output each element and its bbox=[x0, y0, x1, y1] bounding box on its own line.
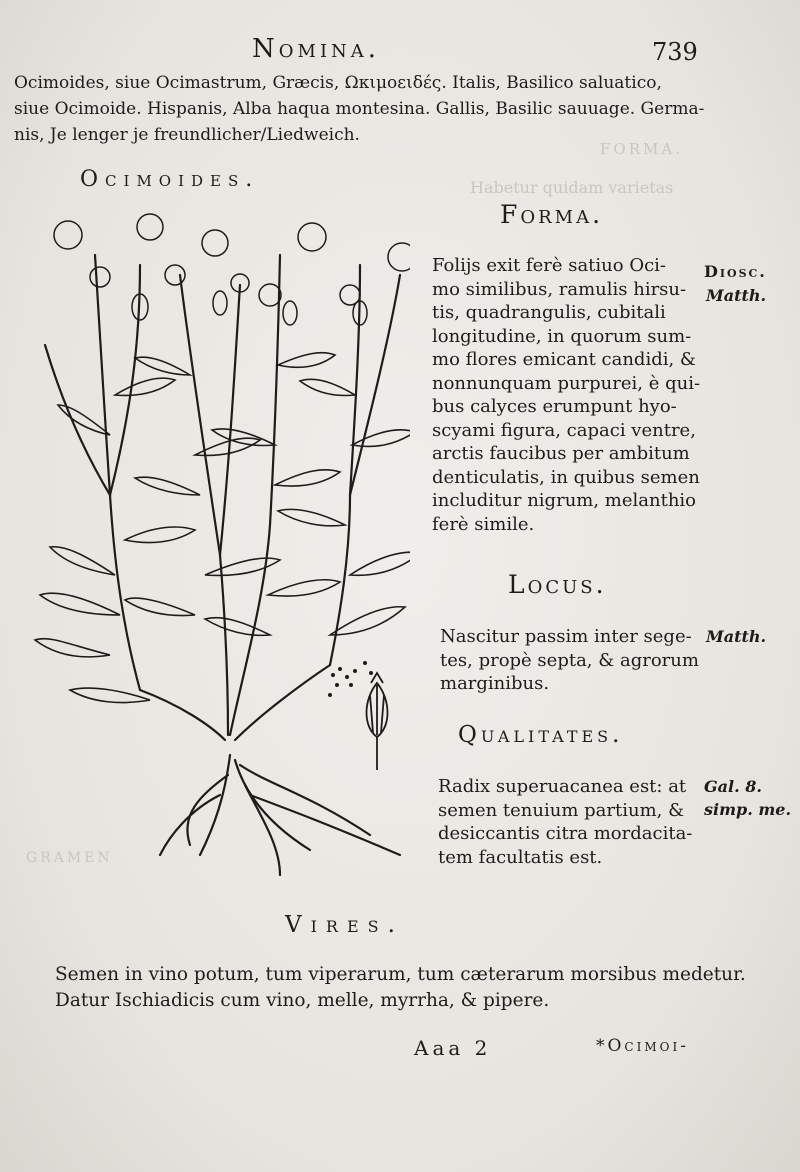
text-line: tes, propè septa, & agrorum bbox=[440, 649, 699, 671]
nomina-line: Ocimoides, siue Ocimastrum, Græcis, Ωκιμοειδές. Italis, Basilico saluatico, bbox=[14, 73, 662, 93]
text-line: denticulatis, in quibus semen bbox=[432, 466, 700, 488]
show-through: FORMA. bbox=[600, 140, 683, 158]
nomina-line: siue Ocimoide. Hispanis, Alba haqua montesina. Gallis, Basilic sauuage. Germa- bbox=[14, 99, 705, 119]
qualitates-text bbox=[438, 775, 692, 869]
seed-capsule-illustration bbox=[325, 655, 395, 775]
plant-title: Ocimoides. bbox=[80, 167, 260, 192]
margin-note-matth: Matth. bbox=[706, 286, 767, 305]
text-line: ferè simile. bbox=[432, 513, 535, 535]
locus-text bbox=[440, 625, 699, 696]
nomina-paragraph bbox=[14, 70, 774, 148]
vires-heading: Vires. bbox=[285, 912, 404, 938]
running-head: Nomina. bbox=[252, 34, 381, 64]
text-line: scyami figura, capaci ventre, bbox=[432, 419, 696, 441]
catchword: *Ocimoi- bbox=[596, 1036, 689, 1056]
text-line: tem facultatis est. bbox=[438, 846, 603, 868]
text-line: tis, quadrangulis, cubitali bbox=[432, 302, 666, 323]
text-line: Folijs exit ferè satiuo Oci- bbox=[432, 255, 666, 276]
text-line: Radix superuacanea est: at bbox=[438, 776, 687, 797]
show-through: Habetur quidam varietas bbox=[470, 178, 674, 197]
forma-text bbox=[432, 254, 700, 536]
margin-note-simp: simp. me. bbox=[704, 800, 792, 819]
nomina-line: nis, Je lenger je freundlicher/Liedweich. bbox=[14, 125, 360, 145]
text-line: longitudine, in quorum sum- bbox=[432, 325, 692, 347]
text-line: includitur nigrum, melanthio bbox=[432, 490, 697, 511]
qualitates-heading: Qualitates. bbox=[458, 722, 624, 748]
text-line: Datur Ischiadicis cum vino, melle, myrrha, & pipere. bbox=[55, 990, 550, 1011]
text-line: mo similibus, ramulis hirsu- bbox=[432, 278, 687, 300]
signature-mark: Aaa 2 bbox=[414, 1036, 492, 1060]
text-line: Semen in vino potum, tum viperarum, tum cæterarum morsibus medetur. bbox=[55, 964, 746, 985]
margin-note-diosc: Diosc. bbox=[704, 262, 767, 281]
margin-note-matth: Matth. bbox=[706, 627, 767, 646]
text-line: arctis faucibus per ambitum bbox=[432, 443, 690, 464]
text-line: Nascitur passim inter sege- bbox=[440, 626, 692, 647]
margin-note-galen: Gal. 8. bbox=[704, 777, 762, 796]
show-through: GRAMEN bbox=[26, 850, 113, 866]
text-line: marginibus. bbox=[440, 673, 550, 694]
page-number: 739 bbox=[652, 38, 698, 66]
text-line: nonnunquam purpurei, è qui- bbox=[432, 372, 701, 394]
text-line: desiccantis citra mordacita- bbox=[438, 823, 693, 844]
text-line: mo flores emicant candidi, & bbox=[432, 349, 696, 370]
plant-woodcut-illustration bbox=[30, 195, 410, 885]
locus-heading: Locus. bbox=[508, 570, 607, 599]
text-line: bus calyces erumpunt hyo- bbox=[432, 396, 677, 417]
forma-heading: Forma. bbox=[500, 200, 604, 229]
text-line: semen tenuium partium, & bbox=[438, 799, 685, 821]
vires-text bbox=[55, 962, 746, 1014]
